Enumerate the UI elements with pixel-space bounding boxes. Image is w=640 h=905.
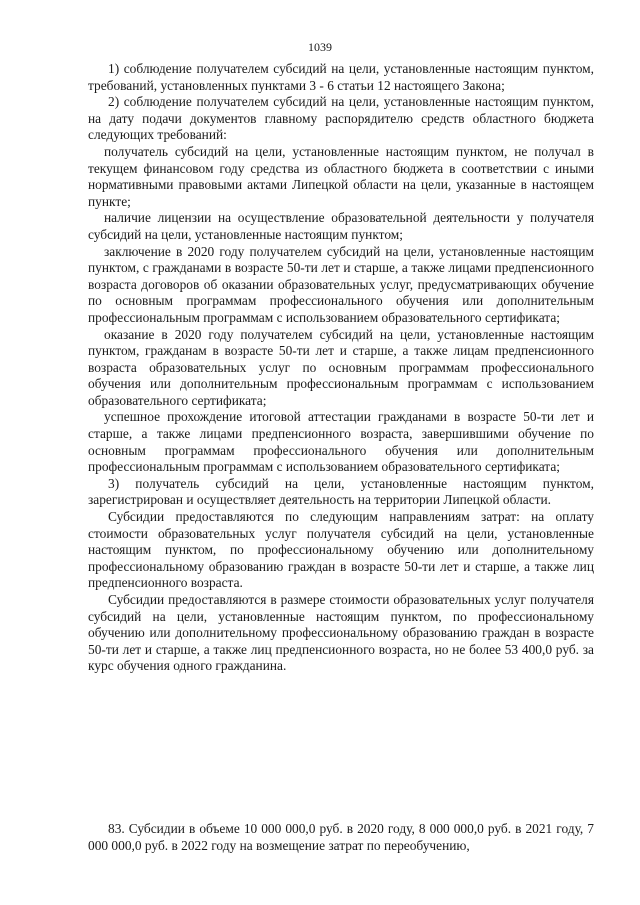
paragraph-requirement-license: наличие лицензии на осуществление образовательной деятельности у получателя субсидий на цели, установленные настоящим пунктом;	[88, 210, 594, 242]
paragraph-condition-2: 2) соблюдение получателем субсидий на цели, установленные настоящим пунктом, на дату подачи документов главному распорядителю средств областного бюджета следующих требований:	[88, 94, 594, 143]
paragraph-cost-directions: Субсидии предоставляются по следующим направлениям затрат: на оплату стоимости образовательных услуг получателя субсидий на цели, установленные настоящим пунктом, по профессиональному обучению или дополнительному профессиональному образованию граждан в возрасте 50-ти лет и старше, а также лиц предпенсионного возраста.	[88, 509, 594, 591]
paragraph-requirement-contracts: заключение в 2020 году получателем субсидий на цели, установленные настоящим пунктом, с гражданами в возрасте 50-ти лет и старше, а также лицами предпенсионного возраста договоров об оказании образовательных услуг, предусматривающих обучение по основным программам профессионального обучения или дополнительным профессиональным программам с использованием образовательного сертификата;	[88, 243, 594, 325]
page-number: 1039	[308, 40, 332, 54]
paragraph-subsidy-amount: Субсидии предоставляются в размере стоимости образовательных услуг получателя субсидий на цели, установленные настоящим пунктом, по профессиональному обучению или дополнительному профессиональному образованию граждан в возрасте 50-ти лет и старше, а также лиц предпенсионного возраста, но не более 53 400,0 руб. за курс обучения одного гражданина.	[88, 592, 594, 674]
paragraph-requirement-services: оказание в 2020 году получателем субсидий на цели, установленные настоящим пунктом, гражданам в возрасте 50-ти лет и старше, а также лицам предпенсионного возраста образовательных услуг по основным программам профессионального обучения или дополнительным профессиональным программам с использованием образовательного сертификата;	[88, 326, 594, 408]
paragraph-83: 83. Субсидии в объеме 10 000 000,0 руб. в 2020 году, 8 000 000,0 руб. в 2021 году, 7 000 000,0 руб. в 2022 году на возмещение затрат по переобучению,	[88, 821, 594, 853]
paragraph-requirement-no-funds: получатель субсидий на цели, установленные настоящим пунктом, не получал в текущем финансовом году средства из областного бюджета в соответствии с иными нормативными правовыми актами Липецкой области на цели, указанные в настоящем пункте;	[88, 143, 594, 209]
paragraph-condition-1: 1) соблюдение получателем субсидий на цели, установленные настоящим пунктом, требований, установленных пунктами 3 - 6 статьи 12 настоящего Закона;	[88, 61, 594, 93]
paragraph-requirement-certification: успешное прохождение итоговой аттестации гражданами в возрасте 50-ти лет и старше, а также лицами предпенсионного возраста, завершившими обучение по основным программам профессионального обучения или дополнительным профессиональным программам с использованием образовательного сертификата;	[88, 409, 594, 475]
body-text	[88, 61, 594, 675]
paragraph-condition-3: 3) получатель субсидий на цели, установленные настоящим пунктом, зарегистрирован и осуществляет деятельность на территории Липецкой области.	[88, 475, 594, 508]
